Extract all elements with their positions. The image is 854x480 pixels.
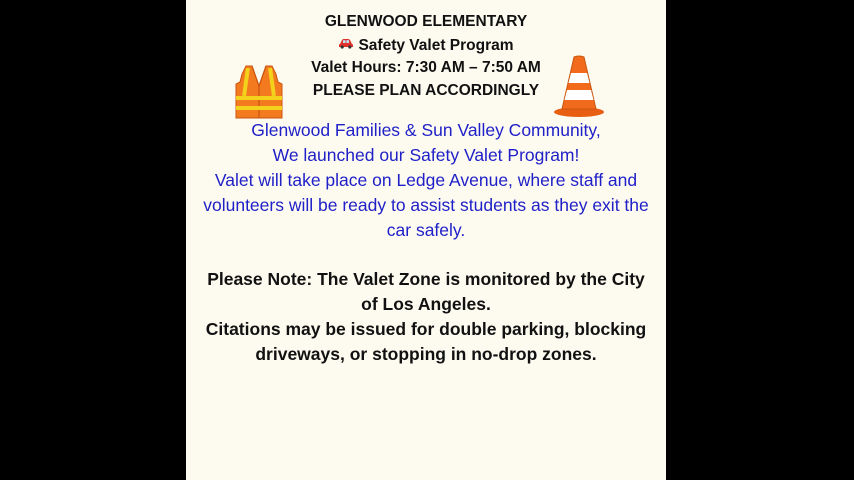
valet-zone-note <box>186 267 666 367</box>
note-line: driveways, or stopping in no-drop zones. <box>255 344 597 364</box>
announcement-text <box>186 118 666 243</box>
announcement-line: Glenwood Families & Sun Valley Community, <box>251 120 601 140</box>
school-name: GLENWOOD ELEMENTARY <box>324 13 528 30</box>
announcement-line: Valet will take place on Ledge Avenue, where staff and <box>214 170 638 190</box>
plan-notice: PLEASE PLAN ACCORDINGLY <box>312 82 540 100</box>
note-line: Citations may be issued for double parking, blocking <box>205 319 647 339</box>
flyer-page <box>186 0 666 480</box>
valet-hours: Valet Hours: 7:30 AM – 7:50 AM <box>311 59 541 77</box>
announcement-line: We launched our Safety Valet Program! <box>272 145 580 165</box>
car-icon <box>338 34 354 57</box>
announcement-line: car safely. <box>386 220 466 240</box>
note-line: Please Note: The Valet Zone is monitored by the City <box>207 269 645 289</box>
traffic-cone-icon <box>552 55 606 119</box>
safety-vest-icon <box>232 64 286 120</box>
note-line: of Los Angeles. <box>361 294 491 314</box>
program-title-line <box>186 34 666 58</box>
announcement-line: volunteers will be ready to assist students as they exit the <box>203 195 649 215</box>
program-name: Safety Valet Program <box>358 36 514 54</box>
